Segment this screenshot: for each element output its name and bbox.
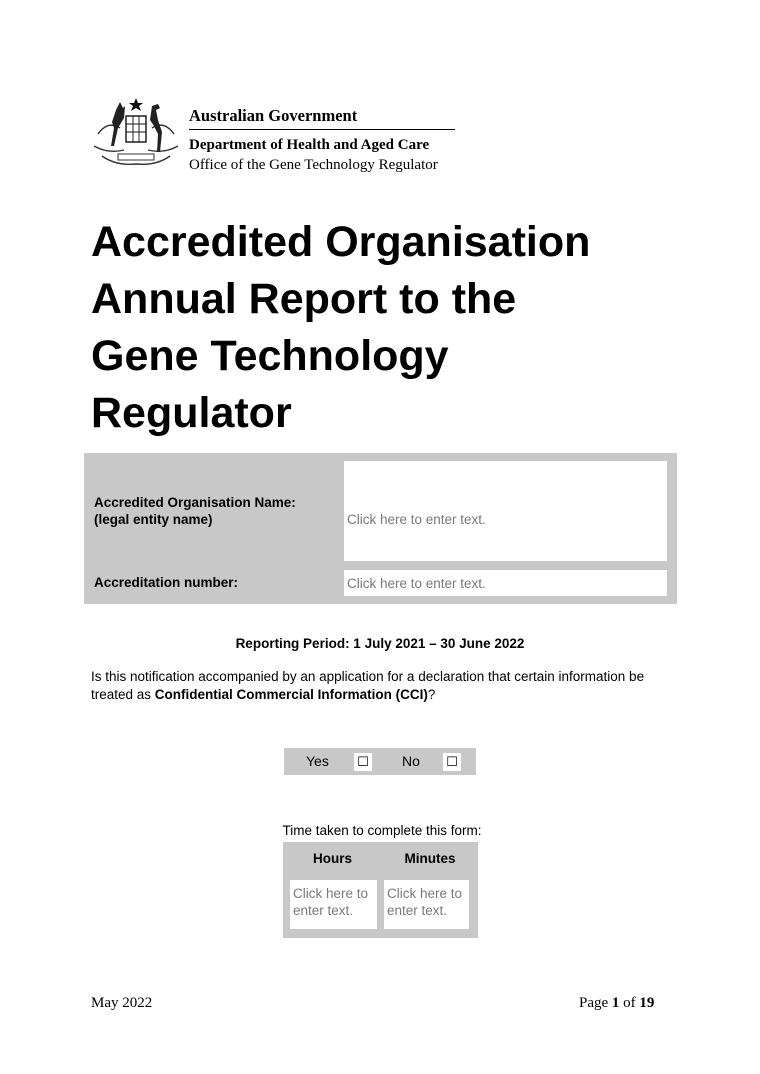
organisation-details-form bbox=[84, 453, 677, 604]
cci-choice-group bbox=[284, 748, 476, 775]
time-taken-table bbox=[283, 842, 478, 938]
hours-placeholder: Click here to enter text. bbox=[293, 886, 369, 918]
cci-question: Is this notification accompanied by an application for a declaration that certain information be treated as Confidential Commercial Information (CCI)? bbox=[91, 669, 645, 702]
hours-field[interactable] bbox=[290, 880, 377, 929]
office-name: Office of the Gene Technology Regulator bbox=[189, 157, 438, 173]
org-name-field[interactable] bbox=[344, 461, 667, 561]
minutes-placeholder: Click here to enter text. bbox=[387, 886, 463, 918]
page-number: Page 1 of 19 bbox=[579, 995, 655, 1011]
government-name: Australian Government bbox=[189, 106, 358, 125]
coat-of-arms-icon bbox=[88, 90, 184, 174]
accreditation-number-placeholder: Click here to enter text. bbox=[347, 576, 486, 591]
page-title bbox=[91, 214, 691, 442]
minutes-field[interactable] bbox=[384, 880, 469, 929]
no-checkbox[interactable]: ☐ bbox=[443, 753, 461, 771]
reporting-period: Reporting Period: 1 July 2021 – 30 June 2022 bbox=[235, 636, 525, 651]
department-name: Department of Health and Aged Care bbox=[189, 137, 430, 153]
accreditation-number-field[interactable] bbox=[344, 570, 667, 596]
title-line: Accredited Organisation bbox=[91, 218, 591, 266]
logo-divider bbox=[189, 129, 455, 130]
accreditation-number-label: Accreditation number: bbox=[94, 575, 239, 590]
title-line: Annual Report to the bbox=[91, 275, 517, 323]
yes-checkbox[interactable]: ☐ bbox=[354, 753, 372, 771]
hours-header: Hours bbox=[312, 851, 352, 866]
time-taken-label: Time taken to complete this form: bbox=[282, 823, 482, 838]
footer-date: May 2022 bbox=[91, 995, 153, 1011]
title-line: Regulator bbox=[91, 389, 292, 437]
no-label: No bbox=[402, 753, 420, 769]
minutes-header: Minutes bbox=[404, 851, 456, 866]
government-logo bbox=[88, 88, 456, 180]
cci-term: Confidential Commercial Information (CCI) bbox=[154, 687, 428, 702]
yes-label: Yes bbox=[306, 753, 329, 769]
org-name-label: Accredited Organisation Name: (legal entity name) bbox=[94, 495, 296, 527]
title-line: Gene Technology bbox=[91, 332, 449, 380]
org-name-placeholder: Click here to enter text. bbox=[347, 512, 486, 527]
